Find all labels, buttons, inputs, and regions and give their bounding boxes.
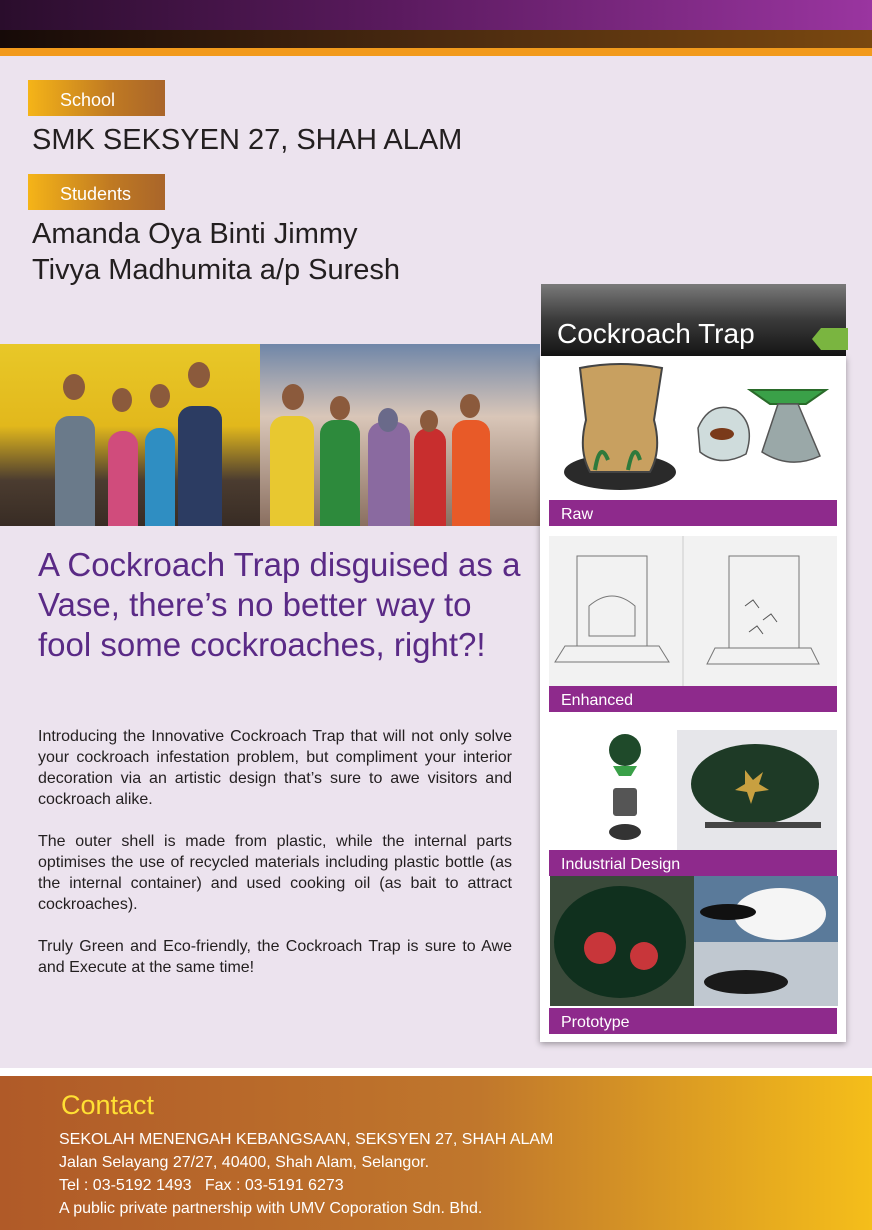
stage-label-industrial-design: Industrial Design — [549, 850, 837, 876]
person-figure — [320, 420, 360, 526]
person-figure — [368, 422, 410, 526]
person-head — [330, 396, 350, 420]
person-head — [420, 410, 438, 432]
contact-partnership-line: A public private partnership with UMV Coporation Sdn. Bhd. — [59, 1200, 483, 1217]
school-name: SMK SEKSYEN 27, SHAH ALAM — [32, 124, 463, 156]
enhanced-sketches — [549, 536, 837, 686]
award-photo — [0, 344, 260, 526]
contact-address-line: Jalan Selayang 27/27, 40400, Shah Alam, Selangor. — [59, 1154, 430, 1171]
stage-label-enhanced: Enhanced — [549, 686, 837, 712]
raw-illustration — [550, 360, 838, 498]
students-group-photo — [260, 344, 540, 526]
person-figure — [414, 428, 446, 526]
stage-label-prototype: Prototype — [549, 1008, 837, 1034]
school-label-tag: School — [28, 80, 165, 116]
paragraph: Truly Green and Eco-friendly, the Cockroach Trap is sure to Awe and Execute at the same time! — [38, 938, 512, 976]
student-name: Amanda Oya Binti Jimmy — [32, 218, 358, 250]
student-name: Tivya Madhumita a/p Suresh — [32, 254, 401, 286]
prototype-photos — [550, 876, 838, 1006]
paragraph: Introducing the Innovative Cockroach Trap that will not only solve your cockroach infestation problem, but compliment your interior decoration via an artistic design that’s sure to awe visitors and cockroach alike. — [38, 728, 512, 808]
headline: A Cockroach Trap disguised as a Vase, there’s no better way to fool some cockroaches, right?! — [38, 546, 521, 663]
person-figure — [55, 416, 95, 526]
person-head — [378, 408, 398, 432]
footer-divider — [0, 1068, 872, 1076]
person-figure — [178, 406, 222, 526]
students-label-tag: Students — [28, 174, 165, 210]
header-band-dark — [0, 30, 872, 48]
contact-school-line: SEKOLAH MENENGAH KEBANGSAAN, SEKSYEN 27, SHAH ALAM — [59, 1131, 554, 1148]
stage-label-raw: Raw — [549, 500, 837, 526]
product-title-box — [541, 284, 846, 356]
person-head — [63, 374, 85, 400]
student-names — [32, 216, 400, 288]
paragraph: The outer shell is made from plastic, while the internal parts optimises the use of recycled materials including plastic bottle (as the internal container) and used cooking oil (as bait to attract cockroaches). — [38, 833, 512, 913]
product-title: Cockroach Trap — [557, 318, 755, 349]
person-figure — [270, 416, 314, 526]
person-figure — [108, 431, 138, 526]
description — [38, 726, 512, 999]
person-head — [150, 384, 170, 408]
person-head — [282, 384, 304, 410]
person-head — [188, 362, 210, 388]
header-band-purple — [0, 0, 872, 30]
contact-phone-line: Tel : 03-5192 1493 Fax : 03-5191 6273 — [59, 1177, 344, 1194]
industrial-design-renders — [549, 728, 837, 850]
contact-heading: Contact — [61, 1090, 155, 1120]
header-band-orange — [0, 48, 872, 56]
person-figure — [145, 428, 175, 526]
person-head — [112, 388, 132, 412]
person-head — [460, 394, 480, 418]
person-figure — [452, 420, 490, 526]
